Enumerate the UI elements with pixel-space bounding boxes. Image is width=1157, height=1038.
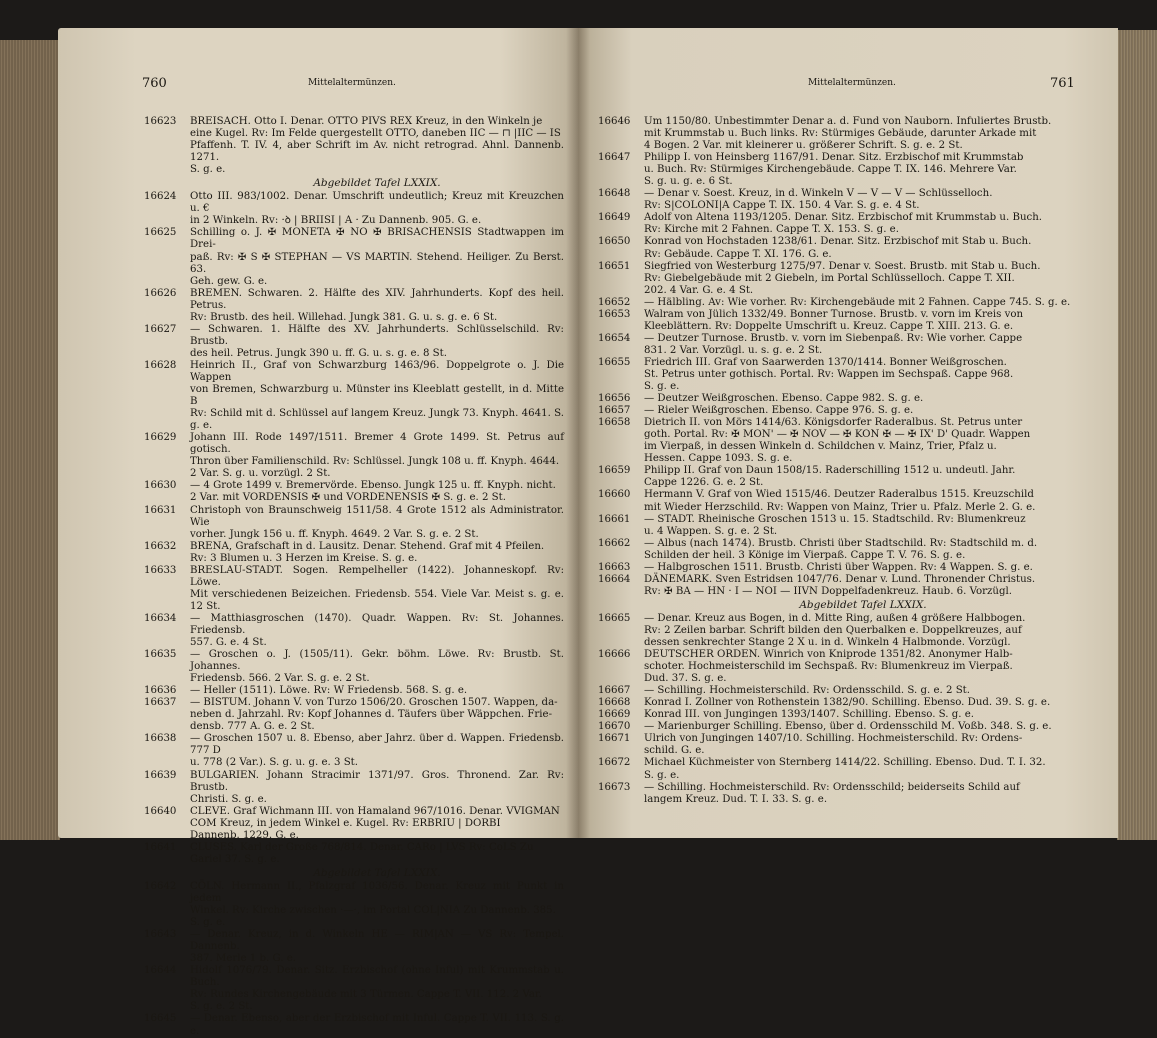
catalog-entry xyxy=(144,541,564,565)
catalog-entry xyxy=(598,685,1082,697)
lot-description: — Marienburger Schilling. Ebenso, über d. Ordensschild M. Voßb. 348. S. g. e. xyxy=(644,721,1052,733)
lot-number: 16657 xyxy=(598,405,631,417)
lot-description: Ulrich von Jungingen 1407/10. Schilling. Hochmeisterschild. Rv: Ordens- schild. G. e. xyxy=(644,733,1023,757)
catalog-entry xyxy=(598,212,1082,236)
lot-number: 16631 xyxy=(144,504,177,516)
lot-number: 16670 xyxy=(598,721,631,733)
catalog-entry xyxy=(598,465,1082,489)
catalog-entry xyxy=(144,505,564,541)
plate-caption: Abgebildet Tafel LXXIX. xyxy=(313,177,441,190)
lot-description: CLUSES. Karl der Große 768/814. Denar. CARo | LVS Rv: CoLS Zu Gariel 37. S. g. e. xyxy=(190,841,534,865)
catalog-entry xyxy=(598,613,1082,649)
lot-description: Johann III. Rode 1497/1511. Bremer 4 Grote 1499. St. Petrus auf gotisch. Thron über Familienschild. Rv: Schlüssel. Jungk 108 u. ff. Knyph. 4644. 2 Var. S. g. u. vorzügl. 2 St. xyxy=(190,432,564,480)
catalog-entry xyxy=(598,697,1082,709)
lot-description: — Denar. Kreuz aus Bogen, in d. Mitte Ring, außen 4 größere Halbbogen. Rv: 2 Zeilen barbar. Schrift bilden den Querbalken e. Doppelkreuzes, auf dessen senkrechter Stange 2 X u. in d. Winkeln 4 Halbmonde. Vorzügl. xyxy=(644,612,1026,649)
lot-number: 16640 xyxy=(144,805,177,817)
page-number: 760 xyxy=(142,76,167,91)
lot-number: 16643 xyxy=(144,929,177,941)
lot-number: 16661 xyxy=(598,513,631,525)
lot-number: 16658 xyxy=(598,417,631,429)
catalog-entry xyxy=(144,191,564,227)
lot-number: 16625 xyxy=(144,227,177,239)
catalog-entry xyxy=(598,188,1082,212)
catalog-entry xyxy=(598,333,1082,357)
catalog-entry xyxy=(598,297,1082,309)
lot-description: — Groschen 1507 u. 8. Ebenso, aber Jahrz. über d. Wappen. Friedensb. 777 D u. 778 (2 Var.). S. g. u. g. e. 3 St. xyxy=(190,733,564,769)
lot-number: 16649 xyxy=(598,212,631,224)
catalog-entries xyxy=(598,116,1082,806)
lot-description: — Deutzer Weißgroschen. Ebenso. Cappe 982. S. g. e. xyxy=(644,393,924,405)
lot-description: — Albus (nach 1474). Brustb. Christi über Stadtschild. Rv: Stadtschild m. d. Schilden der heil. 3 Könige im Vierpaß. Cappe T. V. 76. S. g. e. xyxy=(644,537,1038,561)
lot-description: — Denar. Ebenso, aber der Erzbischof mit Inful. Cappe T. VII. 113. S. g. e. xyxy=(190,1013,564,1037)
catalog-entry xyxy=(144,685,564,697)
lot-description: Konrad von Hochstaden 1238/61. Denar. Sitz. Erzbischof mit Stab u. Buch. Rv: Gebäude. Cappe T. XI. 176. G. e. xyxy=(644,236,1032,260)
plate-caption: Abgebildet Tafel LXXIX. xyxy=(313,866,441,879)
plate-caption: Abgebildet Tafel LXXIX. xyxy=(799,598,927,611)
lot-number: 16642 xyxy=(144,880,177,892)
lot-number: 16647 xyxy=(598,152,631,164)
lot-description: DÄNEMARK. Sven Estridsen 1047/76. Denar v. Lund. Thronender Christus. Rv: ✠ BA — HN · I — NOI — IIVN Doppelfadenkreuz. Haub. 6. Vorzügl. xyxy=(644,573,1036,597)
lot-description: — Schilling. Hochmeisterschild. Rv: Ordensschild; beiderseits Schild auf langem Kreuz. Dud. T. I. 33. S. g. e. xyxy=(644,781,1020,805)
catalog-entry xyxy=(598,514,1082,538)
catalog-entry xyxy=(598,116,1082,152)
lot-description: BRENA, Grafschaft in d. Lausitz. Denar. Stehend. Graf mit 4 Pfeilen. Rv: 3 Blumen u. 3 Herzen im Kreise. S. g. e. xyxy=(190,540,545,564)
lot-number: 16663 xyxy=(598,561,631,573)
lot-number: 16638 xyxy=(144,733,177,745)
left-page xyxy=(58,28,578,1037)
lot-number: 16673 xyxy=(598,781,631,793)
catalog-entry xyxy=(144,324,564,360)
lot-description: Christoph von Braunschweig 1511/58. 4 Grote 1512 als Administrator. Wie vorher. Jungk 156 u. ff. Knyph. 4649. 2 Var. S. g. e. 2 St. xyxy=(190,504,564,540)
lot-number: 16623 xyxy=(144,116,177,127)
lot-number: 16662 xyxy=(598,537,631,549)
catalog-entry xyxy=(144,1013,564,1037)
lot-number: 16664 xyxy=(598,573,631,585)
lot-number: 16627 xyxy=(144,323,177,335)
lot-number: 16668 xyxy=(598,697,631,709)
lot-description: Siegfried von Westerburg 1275/97. Denar v. Soest. Brustb. mit Stab u. Buch. Rv: Giebelgebäude mit 2 Giebeln, im Portal Schlüsselloch. Cappe T. XII. 202. 4 Var. G. e. 4 St. xyxy=(644,260,1041,296)
right-page xyxy=(578,28,1118,838)
lot-description: — Schwaren. 1. Hälfte des XV. Jahrhunderts. Schlüsselschild. Rv: Brustb. des heil. Petrus. Jungk 390 u. ff. G. u. s. g. e. 8 St. xyxy=(190,323,564,359)
catalog-entry xyxy=(598,417,1082,465)
lot-description: BRESLAU-STADT. Sogen. Rempelheller (1422). Johanneskopf. Rv: Löwe. Mit verschiedenen Beizeichen. Friedensb. 554. Viele Var. Meist s. g. e. 12 St. xyxy=(190,564,564,612)
lot-number: 16646 xyxy=(598,116,631,127)
running-head: Mittelaltermünzen. xyxy=(308,78,396,88)
lot-number: 16637 xyxy=(144,697,177,709)
lot-number: 16636 xyxy=(144,685,177,697)
catalog-entry xyxy=(144,227,564,287)
catalog-entry xyxy=(598,309,1082,333)
lot-number: 16648 xyxy=(598,188,631,200)
lot-description: — STADT. Rheinische Groschen 1513 u. 15. Stadtschild. Rv: Blumenkreuz u. 4 Wappen. S. g. e. 2 St. xyxy=(644,513,1026,537)
catalog-entry xyxy=(144,929,564,965)
catalog-entry xyxy=(144,565,564,613)
catalog-entry xyxy=(144,770,564,806)
catalog-entry xyxy=(144,360,564,432)
lot-description: Walram von Jülich 1332/49. Bonner Turnose. Brustb. v. vorn im Kreis von Kleeblättern. Rv: Doppelte Umschrift u. Kreuz. Cappe T. XIII. 213. G. e. xyxy=(644,308,1024,332)
catalog-entries xyxy=(144,116,564,1038)
page-edges-right xyxy=(1117,30,1157,840)
page-edges-left xyxy=(0,40,60,840)
lot-description: CÖLN. Hermann II., Pfalzgraf 1036/56. Denar. Kreuz mit Punkt in jedem Winkel. Rv: Kirche zwischen ·—·, im Portal COL|NIA Zu Dannenb. 385. S. g. e. xyxy=(190,880,564,929)
lot-description: Konrad III. von Jungingen 1393/1407. Schilling. Ebenso. S. g. e. xyxy=(644,709,975,721)
lot-description: Adolf von Altena 1193/1205. Denar. Sitz. Erzbischof mit Krummstab u. Buch. Rv: Kirche mit 2 Fahnen. Cappe T. X. 153. S. g. e. xyxy=(644,212,1043,236)
lot-number: 16653 xyxy=(598,308,631,320)
catalog-entry xyxy=(598,538,1082,562)
catalog-entry xyxy=(144,288,564,324)
lot-number: 16654 xyxy=(598,332,631,344)
lot-number: 16672 xyxy=(598,757,631,769)
catalog-entry xyxy=(144,613,564,649)
catalog-entry xyxy=(144,842,564,866)
lot-number: 16669 xyxy=(598,709,631,721)
page-number: 761 xyxy=(1050,76,1075,91)
catalog-entry xyxy=(598,782,1082,806)
lot-number: 16626 xyxy=(144,287,177,299)
catalog-entry xyxy=(144,881,564,929)
lot-description: Konrad I. Zollner von Rothenstein 1382/90. Schilling. Ebenso. Dud. 39. S. g. e. xyxy=(644,697,1051,709)
lot-number: 16660 xyxy=(598,489,631,501)
catalog-entry xyxy=(144,116,564,176)
lot-description: — Halbgroschen 1511. Brustb. Christi über Wappen. Rv: 4 Wappen. S. g. e. xyxy=(644,561,1033,573)
lot-number: 16628 xyxy=(144,359,177,371)
lot-description: — Matthiasgroschen (1470). Quadr. Wappen. Rv: St. Johannes. Friedensb. 557. G. e. 4 St. xyxy=(190,612,564,649)
lot-description: BREISACH. Otto I. Denar. OTTO PIVS REX Kreuz, in den Winkeln je eine Kugel. Rv: Im Felde quergestellt OTTO, daneben IIC — ⊓ |IIC — IS Pfaffenh. T. IV. 4, aber Schrift im Av. nicht retrograd. Ahnl. Dannenb. 1271. S. g. e. xyxy=(190,116,564,176)
lot-description: Hermann V. Graf von Wied 1515/46. Deutzer Raderalbus 1515. Kreuzschild mit Wieder Herzschild. Rv: Wappen von Mainz, Trier u. Pfalz. Merle 2. G. e. xyxy=(644,489,1036,513)
lot-description: — 4 Grote 1499 v. Bremervörde. Ebenso. Jungk 125 u. ff. Knyph. nicht. 2 Var. mit VORDENSIS ✠ und VORDENENSIS ✠ S. g. e. 2 St. xyxy=(190,480,556,504)
lot-number: 16629 xyxy=(144,432,177,444)
lot-description: DEUTSCHER ORDEN. Winrich von Kniprode 1351/82. Anonymer Halb- schoter. Hochmeisterschild im Sechspaß. Rv: Blumenkreuz im Vierpaß. Dud. 37. S. g. e. xyxy=(644,649,1013,685)
lot-description: — Groschen o. J. (1505/11). Gekr. böhm. Löwe. Rv: Brustb. St. Johannes. Friedensb. 566. 2 Var. S. g. e. 2 St. xyxy=(190,649,564,685)
catalog-entry xyxy=(598,357,1082,393)
catalog-entry xyxy=(598,709,1082,721)
catalog-entry xyxy=(144,697,564,733)
lot-number: 16624 xyxy=(144,191,177,203)
lot-number: 16633 xyxy=(144,564,177,576)
lot-number: 16639 xyxy=(144,769,177,781)
lot-number: 16630 xyxy=(144,480,177,492)
catalog-entry xyxy=(598,261,1082,297)
lot-description: Dietrich II. von Mörs 1414/63. Königsdorfer Raderalbus. St. Petrus unter goth. Portal. Rv: ✠ MON' — ✠ NOV — ✠ KON ✠ — ✠ IX' D' Quadr. Wappen im Vierpaß, in dessen Winkeln d. Schildchen v. Mainz, Trier, Pfalz u. Hessen. Cappe 1093. S. g. e. xyxy=(644,417,1031,465)
catalog-entry xyxy=(598,405,1082,417)
lot-number: 16635 xyxy=(144,649,177,661)
catalog-entry xyxy=(598,733,1082,757)
lot-description: BULGARIEN. Johann Stracimir 1371/97. Gros. Thronend. Zar. Rv: Brustb. Christi. S. g. e. xyxy=(190,769,564,805)
lot-description: — BISTUM. Johann V. von Turzo 1506/20. Groschen 1507. Wappen, da- neben d. Jahrzahl. Rv: Kopf Johannes d. Täufers über Wäppchen. Frie- densb. 777 A. G. e. 2 St. xyxy=(190,697,558,733)
lot-number: 16671 xyxy=(598,733,631,745)
lot-number: 16644 xyxy=(144,965,177,977)
catalog-entry xyxy=(144,965,564,1013)
catalog-entry xyxy=(144,480,564,504)
lot-description: — Heller (1511). Löwe. Rv: W Friedensb. 568. S. g. e. xyxy=(190,685,468,697)
lot-description: Philipp I. von Heinsberg 1167/91. Denar. Sitz. Erzbischof mit Krummstab u. Buch. Rv: Stürmiges Kirchengebäude. Cappe T. IX. 146. Mehrere Var. S. g. u. g. e. 6 St. xyxy=(644,152,1024,188)
lot-description: — Rieler Weißgroschen. Ebenso. Cappe 976. S. g. e. xyxy=(644,405,914,417)
book-gutter xyxy=(566,28,590,838)
lot-number: 16634 xyxy=(144,612,177,624)
catalog-entry xyxy=(598,757,1082,781)
lot-number: 16666 xyxy=(598,649,631,661)
catalog-entry xyxy=(598,236,1082,260)
catalog-entry xyxy=(598,393,1082,405)
lot-number: 16656 xyxy=(598,393,631,405)
lot-number: 16652 xyxy=(598,296,631,308)
running-head: Mittelaltermünzen. xyxy=(808,78,896,88)
catalog-entry xyxy=(144,806,564,842)
lot-description: Otto III. 983/1002. Denar. Umschrift undeutlich; Kreuz mit Kreuzchen u. € in 2 Winkeln. Rv: ·ꝺ | BRIISI | A · Zu Dannenb. 905. G. e. xyxy=(190,191,564,227)
lot-description: — Denar v. Soest. Kreuz, in d. Winkeln V — V — V — Schlüsselloch. Rv: S|COLONI|A Cappe T. IX. 150. 4 Var. S. g. e. 4 St. xyxy=(644,188,993,212)
catalog-entry xyxy=(598,574,1082,598)
lot-description: BREMEN. Schwaren. 2. Hälfte des XIV. Jahrhunderts. Kopf des heil. Petrus. Rv: Brustb. des heil. Willehad. Jungk 381. G. u. s. g. e. 6 St. xyxy=(190,287,564,323)
lot-description: Philipp II. Graf von Daun 1508/15. Raderschilling 1512 u. undeutl. Jahr. Cappe 1226. G. e. 2 St. xyxy=(644,465,1016,489)
lot-number: 16645 xyxy=(144,1013,177,1025)
lot-description: Schilling o. J. ✠ MONETA ✠ NO ✠ BRISACHENSIS Stadtwappen im Drei- paß. Rv: ✠ S ✠ STEPHAN — VS MARTIN. Stehend. Heiliger. Zu Berst. 63. Geh. gew. G. e. xyxy=(190,227,564,287)
lot-number: 16667 xyxy=(598,685,631,697)
lot-number: 16650 xyxy=(598,236,631,248)
lot-number: 16651 xyxy=(598,260,631,272)
catalog-entry xyxy=(144,733,564,769)
catalog-entry xyxy=(144,649,564,685)
lot-description: — Deutzer Turnose. Brustb. v. vorn im Siebenpaß. Rv: Wie vorher. Cappe 831. 2 Var. Vorzügl. u. s. g. e. 2 St. xyxy=(644,332,1023,356)
lot-number: 16641 xyxy=(144,841,177,853)
lot-description: Um 1150/80. Unbestimmter Denar a. d. Fund von Nauborn. Infuliertes Brustb. mit Krummstab u. Buch links. Rv: Stürmiges Gebäude, darunter Arkade mit 4 Bogen. 2 Var. mit kleinerer u. größerer Schrift. S. g. e. 2 St. xyxy=(644,116,1052,152)
lot-description: Heinrich II., Graf von Schwarzburg 1463/96. Doppelgrote o. J. Die Wappen von Bremen, Schwarzburg u. Münster ins Kleeblatt gestellt, in d. Mitte B Rv: Schild mit d. Schlüssel auf langem Kreuz. Jungk 73. Knyph. 4641. S. g. e. xyxy=(190,359,564,432)
lot-number: 16655 xyxy=(598,356,631,368)
catalog-entry xyxy=(598,721,1082,733)
lot-number: 16665 xyxy=(598,612,631,624)
catalog-entry xyxy=(598,649,1082,685)
lot-description: Friedrich III. Graf von Saarwerden 1370/1414. Bonner Weißgroschen. St. Petrus unter gothisch. Portal. Rv: Wappen im Sechspaß. Cappe 968. S. g. e. xyxy=(644,356,1014,393)
lot-number: 16632 xyxy=(144,540,177,552)
lot-description: — Schilling. Hochmeisterschild. Rv: Ordensschild. S. g. e. 2 St. xyxy=(644,685,971,697)
lot-description: Michael Küchmeister von Sternberg 1414/22. Schilling. Ebenso. Dud. T. I. 32. S. g. e. xyxy=(644,757,1046,781)
lot-description: — Hälbling. Av: Wie vorher. Rv: Kirchengebäude mit 2 Fahnen. Cappe 745. S. g. e. xyxy=(644,296,1071,308)
catalog-entry xyxy=(144,432,564,480)
catalog-entry xyxy=(598,152,1082,188)
lot-description: — Denar. Kreuz, in d. Winkeln HE — RIM|AN — VS Rv: Tempel. Dannenb. 387. Merle 1 b. G. e. xyxy=(190,929,564,965)
lot-description: Hidolf 1076/79. Denar. Sitz. Erzbischof (ohne Inful) mit Krummstab u. Buch. Rv: Rundes Kirchengebäude mit 3 Türmen. Cappe T. VII. 112. 2 Var. S. g. e. 2 St. xyxy=(190,965,564,1013)
catalog-entry xyxy=(598,489,1082,513)
lot-description: CLEVE. Graf Wichmann III. von Hamaland 967/1016. Denar. VVIGMAN COM Kreuz, in jedem Winkel e. Kugel. Rv: ERBRIU | DORBI Dannenb. 1229. G. e. xyxy=(190,805,560,841)
lot-number: 16659 xyxy=(598,465,631,477)
catalog-entry xyxy=(598,562,1082,574)
